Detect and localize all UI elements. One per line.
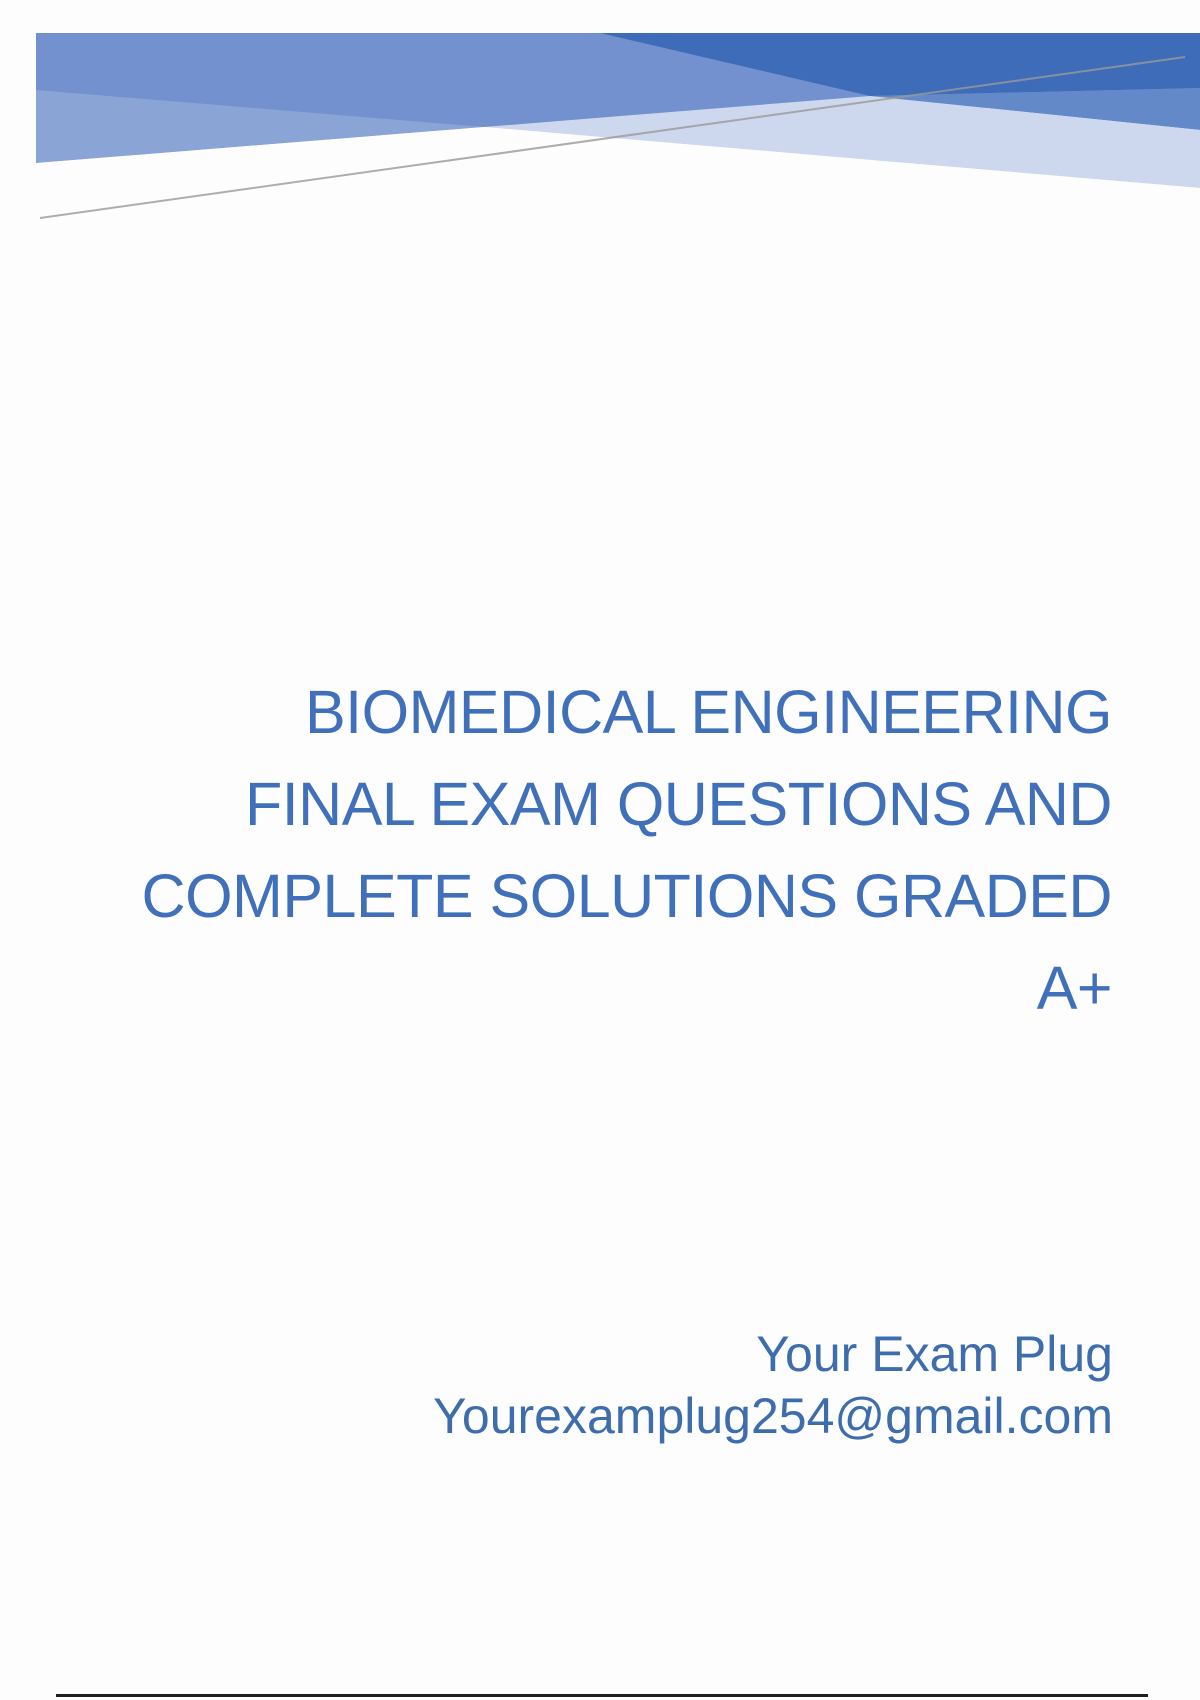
author-email: Yourexamplug254@gmail.com — [433, 1388, 1113, 1444]
title-line-1: BIOMEDICAL ENGINEERING — [305, 678, 1112, 746]
title-line-2: FINAL EXAM QUESTIONS AND — [244, 770, 1112, 838]
author-name: Your Exam Plug — [756, 1326, 1113, 1382]
footer-divider — [56, 1694, 1148, 1697]
title-line-4: A+ — [1036, 954, 1112, 1022]
title-line-3: COMPLETE SOLUTIONS GRADED — [141, 862, 1112, 930]
cover-banner-graphic — [0, 0, 1200, 260]
document-title — [120, 666, 1112, 1034]
author-block — [150, 1323, 1113, 1447]
